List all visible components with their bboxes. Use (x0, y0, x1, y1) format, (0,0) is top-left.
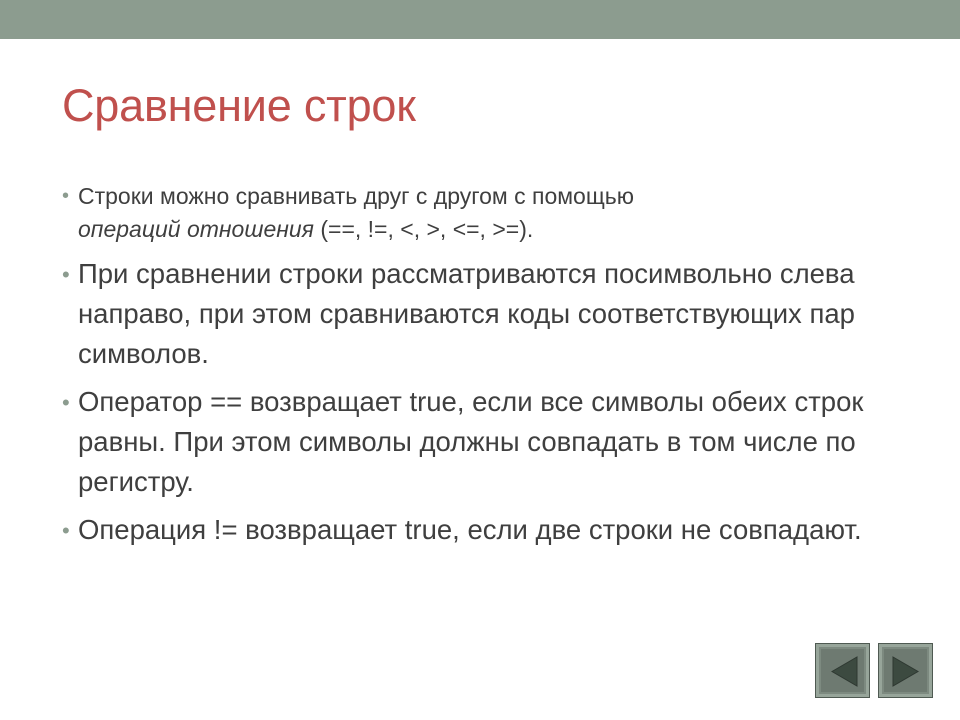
bullet-marker: • (62, 390, 70, 415)
bullet-text-part: (==, !=, <, >, <=, >=). (313, 216, 534, 242)
previous-slide-button[interactable] (815, 643, 870, 698)
bullet-text-part: Строки можно сравнивать друг с другом с помощью (78, 183, 634, 209)
top-accent-bar (0, 0, 960, 39)
bullet-item (62, 382, 922, 502)
slide-title: Сравнение строк (62, 80, 416, 131)
triangle-left-icon (816, 644, 871, 699)
next-slide-button[interactable] (878, 643, 933, 698)
bullet-marker: • (62, 185, 70, 207)
bullet-list (62, 180, 922, 558)
bullet-text-part: При сравнении строки рассматриваются посимвольно слева направо, при этом сравниваются коды соответствующих пар символов. (78, 258, 855, 369)
bullet-item (62, 254, 922, 374)
bullet-text-part: Оператор == возвращает true, если все символы обеих строк равны. При этом символы должны совпадать в том числе по регистру. (78, 386, 864, 497)
bullet-item (62, 180, 922, 246)
triangle-right-icon (879, 644, 934, 699)
bullet-marker: • (62, 262, 70, 287)
bullet-text-part: Операция != возвращает true, если две строки не совпадают. (78, 514, 862, 545)
bullet-item (62, 510, 922, 550)
bullet-text-part-italic: операций отношения (78, 216, 314, 242)
bullet-marker: • (62, 518, 70, 543)
